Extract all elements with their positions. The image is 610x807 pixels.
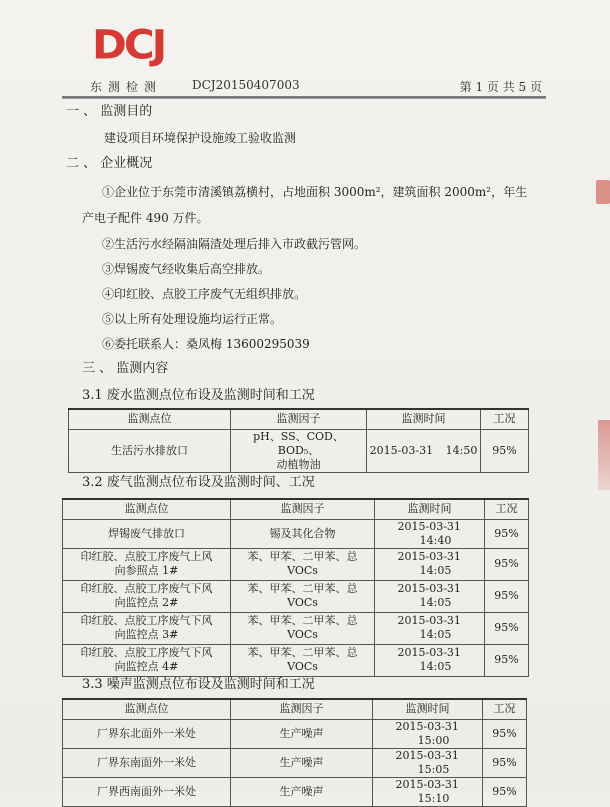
table-row <box>63 644 529 676</box>
section-2-title: 二 、 企业概况 <box>66 156 153 171</box>
cell-condition: 95% <box>483 748 527 777</box>
cell-date: 2015-03-31 <box>369 443 434 457</box>
section-1-title: 一 、 监测目的 <box>66 104 153 119</box>
table-header-row <box>63 499 529 519</box>
cell-clock: 14:05 <box>419 628 452 641</box>
cell-point-line2: 向参照点 1# <box>114 564 179 577</box>
cell-condition: 95% <box>485 548 529 580</box>
cell-time <box>375 612 485 644</box>
cell-date: 2015-03-31 <box>395 777 459 791</box>
col-header-point: 监测点位 <box>69 409 231 429</box>
cell-clock: 14:50 <box>445 443 478 457</box>
overview-item-4: ④印红胶、点胶工序废气无组织排放。 <box>102 287 307 301</box>
header-divider <box>62 96 546 99</box>
cell-clock: 14:05 <box>419 564 452 577</box>
overview-item-2: ②生活污水经隔油隔渣处理后排入市政截污管网。 <box>102 237 367 251</box>
cell-time <box>375 519 485 548</box>
cell-point: 生活污水排放口 <box>69 429 231 472</box>
page-number: 第 1 页 共 5 页 <box>459 80 542 94</box>
cell-condition: 95% <box>485 612 529 644</box>
cell-point: 焊锡废气排放口 <box>63 519 231 548</box>
col-header-condition: 工况 <box>485 499 529 519</box>
cell-date: 2015-03-31 <box>395 748 459 762</box>
cell-condition: 95% <box>483 719 527 748</box>
col-header-time: 监测时间 <box>367 409 481 429</box>
cell-time <box>375 580 485 612</box>
cell-condition: 95% <box>485 580 529 612</box>
cell-clock: 15:00 <box>417 733 450 747</box>
cell-clock: 15:05 <box>417 762 450 776</box>
col-header-factor: 监测因子 <box>231 409 367 429</box>
cell-factor: 生产噪声 <box>231 777 373 806</box>
seal-mark-middle <box>598 420 610 490</box>
overview-item-1-cont: 产电子配件 490 万件。 <box>82 211 209 225</box>
cell-factor: 生产噪声 <box>231 719 373 748</box>
col-header-condition: 工况 <box>483 699 527 719</box>
cell-point-line1: 印红胶、点胶工序废气下风 <box>80 614 213 627</box>
cell-condition: 95% <box>483 777 527 806</box>
col-header-point: 监测点位 <box>63 499 231 519</box>
table-row <box>69 429 529 472</box>
cell-point-line1: 印红胶、点胶工序废气下风 <box>80 646 213 659</box>
cell-time <box>373 719 483 748</box>
cell-factor-line1: pH、SS、COD、BOD₅、 <box>253 429 344 457</box>
cell-point <box>63 548 231 580</box>
cell-date: 2015-03-31 <box>397 582 461 595</box>
cell-point-line2: 向监控点 4# <box>114 660 179 673</box>
col-header-time: 监测时间 <box>373 699 483 719</box>
seal-mark-top <box>596 180 610 204</box>
table-row <box>63 612 529 644</box>
cell-point <box>63 580 231 612</box>
overview-item-3: ③焊锡废气经收集后高空排放。 <box>102 262 271 276</box>
table-header-row <box>63 699 527 719</box>
cell-time <box>375 644 485 676</box>
cell-time <box>375 548 485 580</box>
col-header-factor: 监测因子 <box>231 499 375 519</box>
cell-date: 2015-03-31 <box>397 519 461 533</box>
noise-monitoring-table <box>62 698 527 807</box>
cell-point: 厂界西南面外一米处 <box>63 777 231 806</box>
col-header-condition: 工况 <box>481 409 529 429</box>
subsection-3-3-title: 3.3 噪声监测点位布设及监测时间和工况 <box>82 677 315 692</box>
overview-item-5: ⑤以上所有处理设施均运行正常。 <box>102 312 283 326</box>
cell-factor: 苯、甲苯、二甲苯、总 VOCs <box>231 580 375 612</box>
col-header-factor: 监测因子 <box>231 699 373 719</box>
cell-factor <box>231 429 367 472</box>
cell-condition: 95% <box>485 519 529 548</box>
org-name: 东测检测 <box>90 80 163 94</box>
cell-time <box>373 748 483 777</box>
cell-condition: 95% <box>485 644 529 676</box>
cell-point: 厂界东南面外一米处 <box>63 748 231 777</box>
subsection-3-2-title: 3.2 废气监测点位布设及监测时间、工况 <box>82 475 315 490</box>
cell-point: 厂界东北面外一米处 <box>63 719 231 748</box>
cell-factor-line2: 动植物油 <box>276 457 321 471</box>
col-header-point: 监测点位 <box>63 699 231 719</box>
report-code: DCJ20150407003 <box>192 78 300 92</box>
cell-point-line1: 印红胶、点胶工序废气下风 <box>80 582 213 595</box>
overview-item-6: ⑥委托联系人：桑凤梅 13600295039 <box>102 337 310 351</box>
table-row <box>63 748 527 777</box>
table-row <box>63 719 527 748</box>
cell-point-line2: 向监控点 2# <box>114 596 179 609</box>
section-3-title: 三 、 监测内容 <box>82 361 169 376</box>
cell-point <box>63 612 231 644</box>
cell-clock: 14:05 <box>419 660 452 673</box>
water-monitoring-table <box>68 408 529 473</box>
cell-clock: 14:40 <box>419 533 452 547</box>
cell-factor: 苯、甲苯、二甲苯、总 VOCs <box>231 612 375 644</box>
subsection-3-1-title: 3.1 废水监测点位布设及监测时间和工况 <box>82 388 315 403</box>
cell-factor: 锡及其化合物 <box>231 519 375 548</box>
table-row <box>63 519 529 548</box>
table-row <box>63 548 529 580</box>
cell-clock: 15:10 <box>417 791 450 805</box>
overview-item-1: ①企业位于东莞市清溪镇荔横村，占地面积 3000m²，建筑面积 2000m²，年生 <box>102 185 528 199</box>
cell-date: 2015-03-31 <box>397 646 461 659</box>
cell-factor: 苯、甲苯、二甲苯、总 VOCs <box>231 548 375 580</box>
table-header-row <box>69 409 529 429</box>
cell-condition: 95% <box>481 429 529 472</box>
table-row <box>63 580 529 612</box>
cell-factor: 生产噪声 <box>231 748 373 777</box>
cell-date: 2015-03-31 <box>397 550 461 563</box>
cell-date: 2015-03-31 <box>395 719 459 733</box>
company-logo: DCJ <box>92 21 165 68</box>
cell-clock: 14:05 <box>419 596 452 609</box>
section-1-text: 建设项目环境保护设施竣工验收监测 <box>104 131 297 145</box>
gas-monitoring-table <box>62 498 529 677</box>
cell-factor: 苯、甲苯、二甲苯、总 VOCs <box>231 644 375 676</box>
cell-point-line2: 向监控点 3# <box>114 628 179 641</box>
cell-time <box>367 429 481 472</box>
cell-point-line1: 印红胶、点胶工序废气上风 <box>80 550 213 563</box>
cell-date: 2015-03-31 <box>397 614 461 627</box>
col-header-time: 监测时间 <box>375 499 485 519</box>
cell-point <box>63 644 231 676</box>
